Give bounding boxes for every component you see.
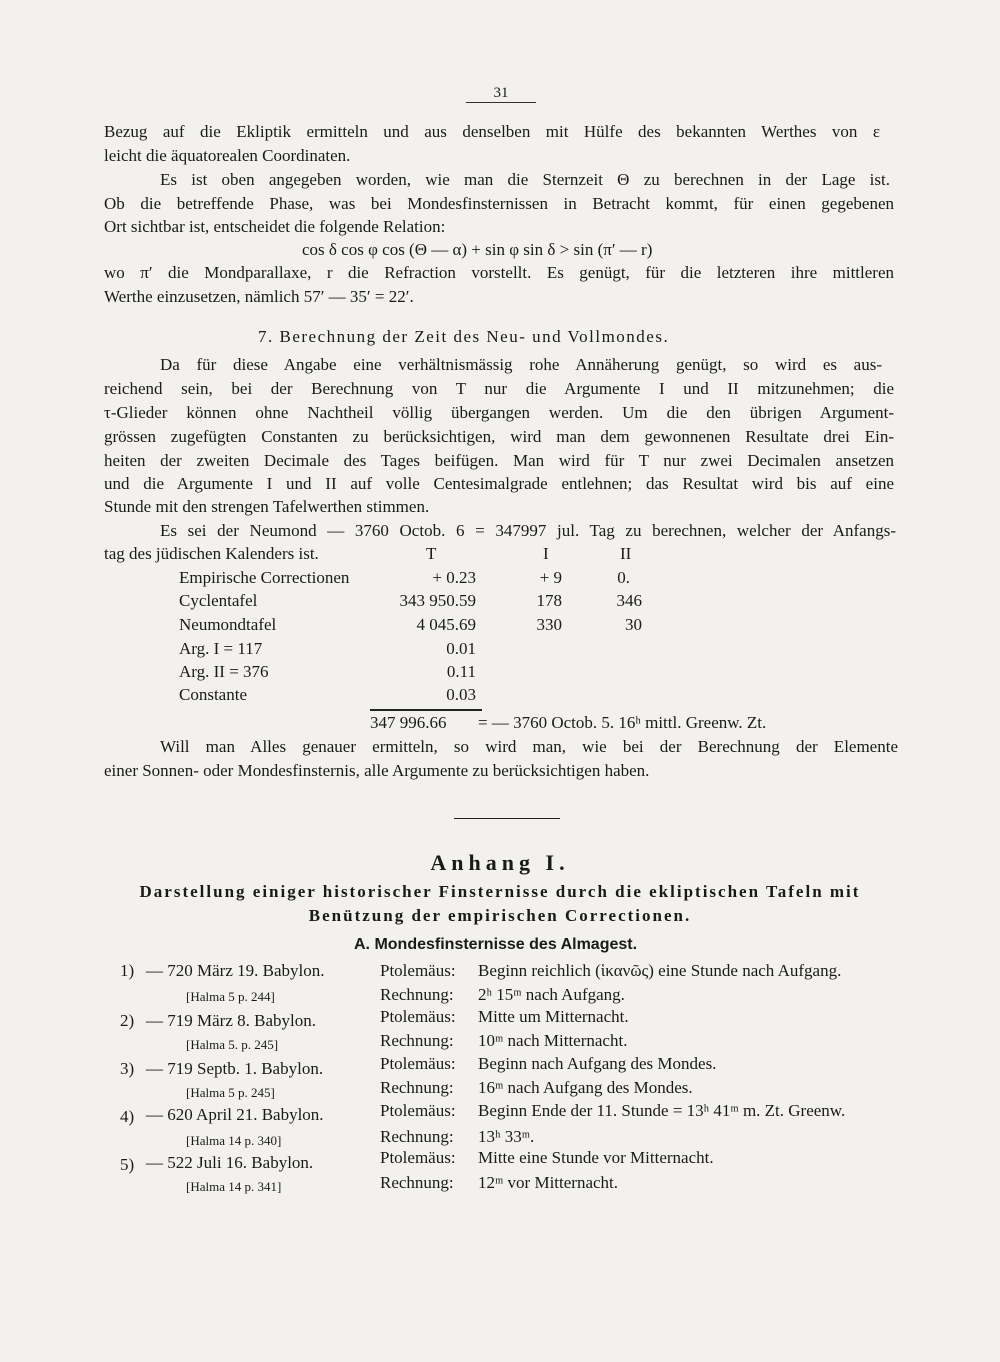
rechnung-label: Rechnung: [380,1078,454,1097]
eclipse-reference: [Halma 5. p. 245] [186,1037,279,1052]
eclipse-number: 1) [120,961,135,980]
ptolemaeus-text: Beginn reichlich (ἱκανῶς) eine Stunde nach Aufgang. [478,961,842,980]
para5-line-2: tag des jüdischen Kalenders ist. [104,544,319,563]
ptolemaeus-label: Ptolemäus: [380,1101,456,1120]
table-result-value: 347 996.66 [370,713,447,732]
ptolemaeus-label: Ptolemäus: [380,1148,456,1167]
ptolemaeus-label: Ptolemäus: [380,961,456,980]
rechnung-label: Rechnung: [380,1173,454,1192]
ptolemaeus-text: Mitte eine Stunde vor Mitternacht. [478,1148,714,1167]
table-cell-i: 330 [536,615,562,634]
para6-line-1: Will man Alles genauer ermitteln, so wird man, wie bei der Berechnung der Elemente [160,737,898,756]
eclipse-reference: [Halma 5 p. 245] [186,1085,275,1100]
para4-line-1: Da für diese Angabe eine verhältnismässig rohe Annäherung genügt, so wird es aus- [160,355,882,374]
eclipse-date: — 720 März 19. Babylon. [146,961,325,980]
eclipse-reference: [Halma 5 p. 244] [186,989,275,1004]
eclipse-date: — 522 Juli 16. Babylon. [146,1153,314,1172]
rechnung-text: 12ᵐ vor Mitternacht. [478,1173,619,1192]
para4-line-7: Stunde mit den strengen Tafelwerthen stimmen. [104,497,430,516]
intro-line-1: Bezug auf die Ekliptik ermitteln und aus denselben mit Hülfe des bekannten Werthes von ε [104,122,880,141]
table-row-label: Neumondtafel [179,615,277,634]
intro-line-2: leicht die äquatorealen Coordinaten. [104,146,351,165]
ptolemaeus-text: Mitte um Mitternacht. [478,1007,629,1026]
ptolemaeus-text: Beginn Ende der 11. Stunde = 13ʰ 41ᵐ m. Zt. Greenw. [478,1101,846,1120]
appendix-subtitle-line-2: Benützung der empirischen Correctionen. [308,906,692,925]
eclipse-number: 3) [120,1059,135,1078]
table-cell-t: + 0.23 [432,568,476,587]
para4-line-2: reichend sein, bei der Berechnung von T nur die Argumente I und II mitzunehmen; die [104,379,894,398]
table-row-label: Cyclentafel [179,591,258,610]
sum-rule [370,709,482,711]
para2-line-2: Ob die betreffende Phase, was bei Mondesfinsternissen in Betracht kommt, für einen gegebenen [104,194,894,213]
table-header-t: T [426,544,437,563]
eclipse-reference: [Halma 14 p. 340] [186,1133,282,1148]
eclipse-date: — 719 März 8. Babylon. [146,1011,316,1030]
ptolemaeus-label: Ptolemäus: [380,1054,456,1073]
rechnung-text: 16ᵐ nach Aufgang des Mondes. [478,1078,693,1097]
section-7-heading: 7. Berechnung der Zeit des Neu- und Vollmondes. [258,327,670,346]
eclipse-reference: [Halma 14 p. 341] [186,1179,282,1194]
para2-line-3: Ort sichtbar ist, entscheidet die folgende Relation: [104,217,446,236]
para4-line-3: τ-Glieder können ohne Nachtheil völlig übergangen werden. Um die den übrigen Argument- [104,403,894,422]
table-header-i: I [543,544,549,563]
section-divider [454,818,560,819]
para2-line-1: Es ist oben angegeben worden, wie man die Sternzeit Θ zu berechnen in der Lage ist. [160,170,890,189]
rechnung-label: Rechnung: [380,1031,454,1050]
table-row-label: Arg. I = 117 [179,639,263,658]
table-cell-ii: 346 [616,591,642,610]
para4-line-6: und die Argumente I und II auf volle Centesimalgrade entlehnen; das Resultat wird bis auf eine [104,474,894,493]
eclipse-date: — 620 April 21. Babylon. [146,1105,324,1124]
table-cell-t: 4 045.69 [416,615,476,634]
table-cell-t: 0.11 [446,662,476,681]
formula: cos δ cos φ cos (Θ — α) + sin φ sin δ > sin (π′ — r) [302,240,653,259]
rechnung-text: 13ʰ 33ᵐ. [478,1127,535,1146]
eclipse-number: 4) [120,1107,135,1126]
table-row-label: Arg. II = 376 [179,662,269,681]
table-cell-i: + 9 [539,568,562,587]
para3-line-1: wo π′ die Mondparallaxe, r die Refraction vorstellt. Es genügt, für die letzteren ihre mittleren [104,263,894,282]
para4-line-5: heiten der zweiten Decimale des Tages beifügen. Man wird für T nur zwei Decimalen ansetzen [104,451,894,470]
table-cell-t: 0.01 [446,639,476,658]
rechnung-text: 2ʰ 15ᵐ nach Aufgang. [478,985,625,1004]
para3-line-2: Werthe einzusetzen, nämlich 57′ — 35′ = 22′. [104,287,414,306]
table-cell-ii: 30 [625,615,642,634]
appendix-subtitle-line-1: Darstellung einiger historischer Finsternisse durch die ekliptischen Tafeln mit [139,882,861,901]
table-row-label: Constante [179,685,247,704]
section-a-heading: A. Mondesfinsternisse des Almagest. [354,936,638,953]
table-cell-i: 178 [536,591,562,610]
rechnung-text: 10ᵐ nach Mitternacht. [478,1031,628,1050]
page-number: 31 [466,84,536,103]
para6-line-2: einer Sonnen- oder Mondesfinsternis, alle Argumente zu berücksichtigen haben. [104,761,650,780]
table-result-text: = — 3760 Octob. 5. 16ʰ mittl. Greenw. Zt. [478,713,767,732]
para5-line-1: Es sei der Neumond — 3760 Octob. 6 = 347997 jul. Tag zu berechnen, welcher der Anfangs- [160,521,896,540]
rechnung-label: Rechnung: [380,1127,454,1146]
ptolemaeus-text: Beginn nach Aufgang des Mondes. [478,1054,717,1073]
eclipse-date: — 719 Septb. 1. Babylon. [146,1059,324,1078]
table-header-ii: II [620,544,632,563]
para4-line-4: grössen zugefügten Constanten zu berücksichtigen, wird man dem gewonnenen Resultate drei Ein- [104,427,894,446]
table-row-label: Empirische Correctionen [179,568,350,587]
table-cell-t: 0.03 [446,685,476,704]
appendix-title: Anhang I. [430,850,570,875]
rechnung-label: Rechnung: [380,985,454,1004]
table-cell-t: 343 950.59 [399,591,476,610]
eclipse-number: 5) [120,1155,135,1174]
table-cell-ii: 0. [617,568,630,587]
ptolemaeus-label: Ptolemäus: [380,1007,456,1026]
eclipse-number: 2) [120,1011,135,1030]
